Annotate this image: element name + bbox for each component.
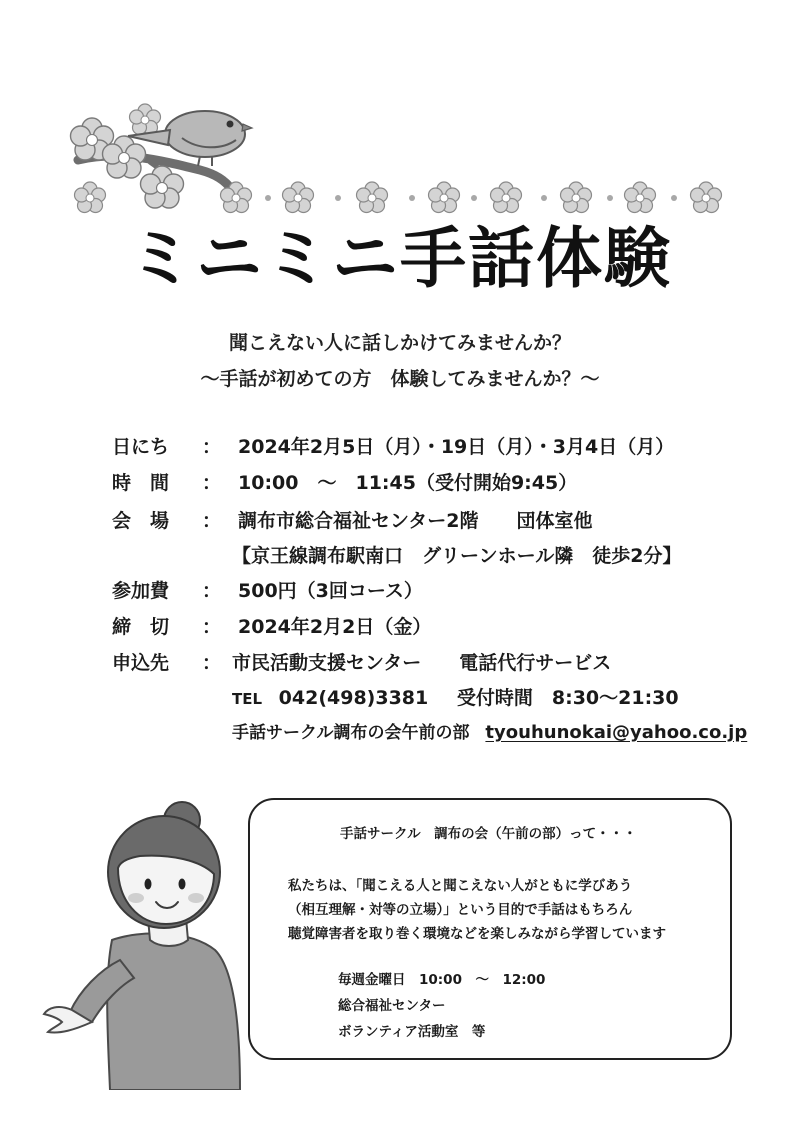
circle-name: 手話サークル調布の会午前の部	[232, 723, 470, 743]
date-value: 2024年2月5日（月）・19日（月）・3月4日（月）	[238, 436, 675, 458]
colon: ：	[202, 652, 222, 674]
email-line	[232, 718, 747, 743]
venue-value: 調布市総合福祉センター2階 団体室他	[238, 510, 593, 532]
box-heading: 手話サークル 調布の会（午前の部）って・・・	[340, 826, 637, 842]
colon: ：	[202, 616, 222, 638]
time-value: 10:00 ～ 11:45（受付開始9:45）	[238, 472, 578, 494]
colon: ：	[202, 580, 222, 602]
phone-line	[232, 683, 679, 710]
venue-label: 会 場	[112, 510, 170, 532]
reception-hours: 受付時間 8:30～21:30	[456, 687, 679, 709]
phone-number: 042(498)3381	[278, 687, 429, 709]
fee-value: 500円（3回コース）	[238, 580, 423, 602]
venue-access: 【京王線調布駅南口 グリーンホール隣 徒歩2分】	[232, 545, 682, 567]
colon: ：	[202, 436, 222, 458]
subtitle-line-2: ～手話が初めての方 体験してみませんか？～	[200, 368, 600, 390]
colon: ：	[202, 510, 222, 532]
schedule-line-2: 総合福祉センター	[338, 998, 446, 1014]
deadline-label: 締 切	[112, 616, 170, 638]
subtitle-line-1: 聞こえない人に話しかけてみませんか？	[228, 332, 571, 354]
fee-label: 参加費	[112, 580, 170, 602]
box-body-line-2: （相互理解・対等の立場）」という目的で手話はもちろん	[288, 902, 633, 918]
box-body-line-1: 私たちは、「聞こえる人と聞こえない人がともに学びあう	[288, 878, 633, 894]
schedule-line-1: 毎週金曜日 10:00 ～ 12:00	[338, 972, 546, 988]
box-body-line-3: 聴覚障害者を取り巻く環境などを楽しみながら学習しています	[288, 926, 666, 942]
colon: ：	[202, 472, 222, 494]
tel-prefix: TEL	[232, 690, 263, 708]
schedule-line-3: ボランティア活動室 等	[338, 1024, 486, 1040]
deadline-value: 2024年2月2日（金）	[238, 616, 432, 638]
apply-label: 申込先	[112, 652, 170, 674]
email-link[interactable]: tyouhunokai@yahoo.co.jp	[485, 722, 748, 743]
page-title: ミニミニ手話体験	[128, 220, 672, 297]
plum-bird-illustration	[0, 0, 800, 230]
time-label: 時 間	[112, 472, 170, 494]
woman-illustration	[0, 790, 260, 1090]
apply-value: 市民活動支援センター 電話代行サービス	[232, 652, 612, 674]
date-label: 日にち	[112, 436, 170, 458]
